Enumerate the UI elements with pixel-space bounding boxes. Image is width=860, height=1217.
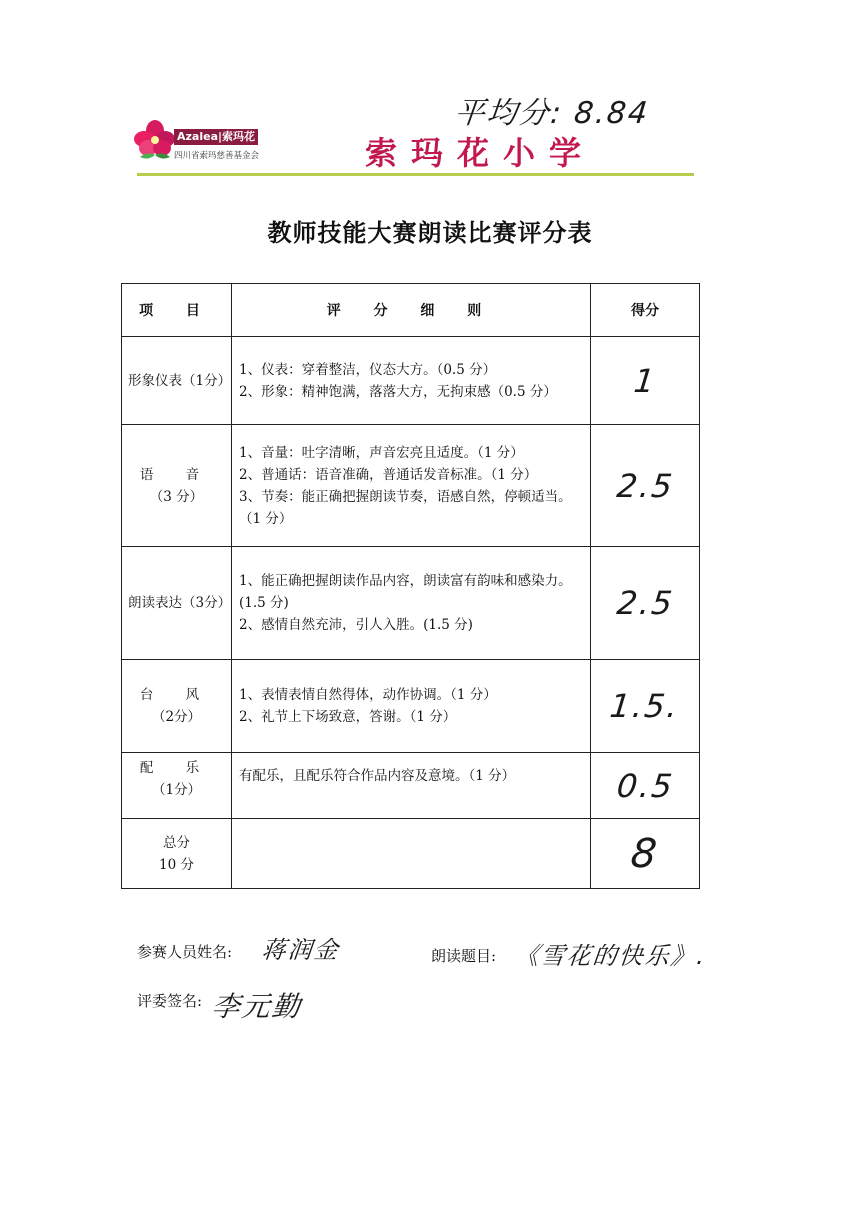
azalea-flower-icon	[134, 117, 176, 163]
table-row	[122, 660, 700, 753]
criteria-line: 1、仪表：穿着整洁，仪态大方。（0.5 分）	[239, 361, 497, 378]
row-item-label: 总分	[163, 834, 190, 851]
row-item-label: 形象仪表（1分）	[128, 372, 232, 389]
row-criteria	[232, 819, 591, 889]
score-handwritten: 1	[631, 361, 659, 400]
criteria-line: 1、表情表情自然得体，动作协调。（1 分）	[239, 687, 497, 703]
judge-label: 评委签名:	[137, 992, 203, 1010]
row-criteria	[232, 425, 591, 547]
table-header-row	[122, 284, 700, 337]
header-divider	[137, 173, 694, 176]
row-criteria	[232, 753, 591, 819]
participant-signature: 蒋润金	[260, 936, 342, 964]
header-criteria: 评 分 细 则	[232, 284, 591, 337]
criteria-line: 2、形象：精神饱满，落落大方，无拘束感（0.5 分）	[239, 383, 557, 400]
score-handwritten: 2.5	[614, 466, 676, 505]
form-title: 教师技能大赛朗读比赛评分表	[267, 218, 593, 247]
table-row-total	[122, 819, 700, 889]
row-item-points: （2分）	[151, 709, 202, 725]
row-score	[591, 425, 700, 547]
row-item	[122, 753, 232, 819]
header-item: 项 目	[122, 284, 232, 337]
criteria-line: 3、节奏：能正确把握朗读节奏，语感自然，停顿适当。（1 分）	[239, 488, 572, 527]
table-row	[122, 337, 700, 425]
row-item-points: （1分）	[151, 782, 202, 798]
row-criteria	[232, 547, 591, 660]
row-item-label: 配 乐	[139, 760, 214, 776]
total-score-handwritten: 8	[628, 830, 662, 877]
row-item	[122, 819, 232, 889]
row-item	[122, 547, 232, 660]
row-score	[591, 337, 700, 425]
judge-signature: 李元勤	[210, 990, 304, 1023]
header-score: 得分	[591, 284, 700, 337]
criteria-line: 1、音量：吐字清晰，声音宏亮且适度。（1 分）	[239, 444, 524, 461]
row-item-label: 朗读表达（3分）	[128, 595, 232, 611]
average-score-handwritten: 平均分: 8.84	[452, 96, 651, 131]
table-row	[122, 547, 700, 660]
row-item-label: 语 音	[139, 466, 214, 483]
row-score	[591, 753, 700, 819]
row-item	[122, 660, 232, 753]
row-item-points: （3 分）	[149, 488, 204, 505]
row-score	[591, 660, 700, 753]
topic-value: 《雪花的快乐》.	[513, 942, 708, 970]
criteria-line: 2、普通话：语音准确，普通话发音标准。（1 分）	[239, 466, 538, 483]
foundation-logo	[134, 117, 284, 167]
row-item-label: 台 风	[139, 687, 214, 703]
criteria-line: 2、礼节上下场致意，答谢。（1 分）	[239, 709, 457, 725]
row-score	[591, 547, 700, 660]
row-item	[122, 425, 232, 547]
participant-label: 参赛人员姓名:	[137, 943, 233, 961]
criteria-line: 2、感情自然充沛，引人入胜。(1.5 分)	[239, 617, 473, 633]
school-name: 索玛花小学	[365, 134, 596, 172]
scoring-table	[121, 283, 700, 889]
score-handwritten: 1.5.	[608, 687, 682, 725]
table-row	[122, 753, 700, 819]
logo-brand-text: Azalea|索玛花	[174, 129, 258, 145]
row-item	[122, 337, 232, 425]
row-item-points: 10 分	[159, 856, 194, 873]
row-criteria	[232, 337, 591, 425]
score-handwritten: 2.5	[614, 584, 676, 622]
criteria-line: 有配乐，且配乐符合作品内容及意境。（1 分）	[239, 768, 516, 784]
criteria-line: 1、能正确把握朗读作品内容，朗读富有韵味和感染力。(1.5 分)	[239, 573, 572, 611]
table-row	[122, 425, 700, 547]
topic-label: 朗读题目:	[431, 947, 497, 965]
score-handwritten: 0.5	[614, 766, 676, 805]
row-criteria	[232, 660, 591, 753]
row-score	[591, 819, 700, 889]
logo-foundation-name: 四川省索玛慈善基金会	[174, 151, 260, 161]
